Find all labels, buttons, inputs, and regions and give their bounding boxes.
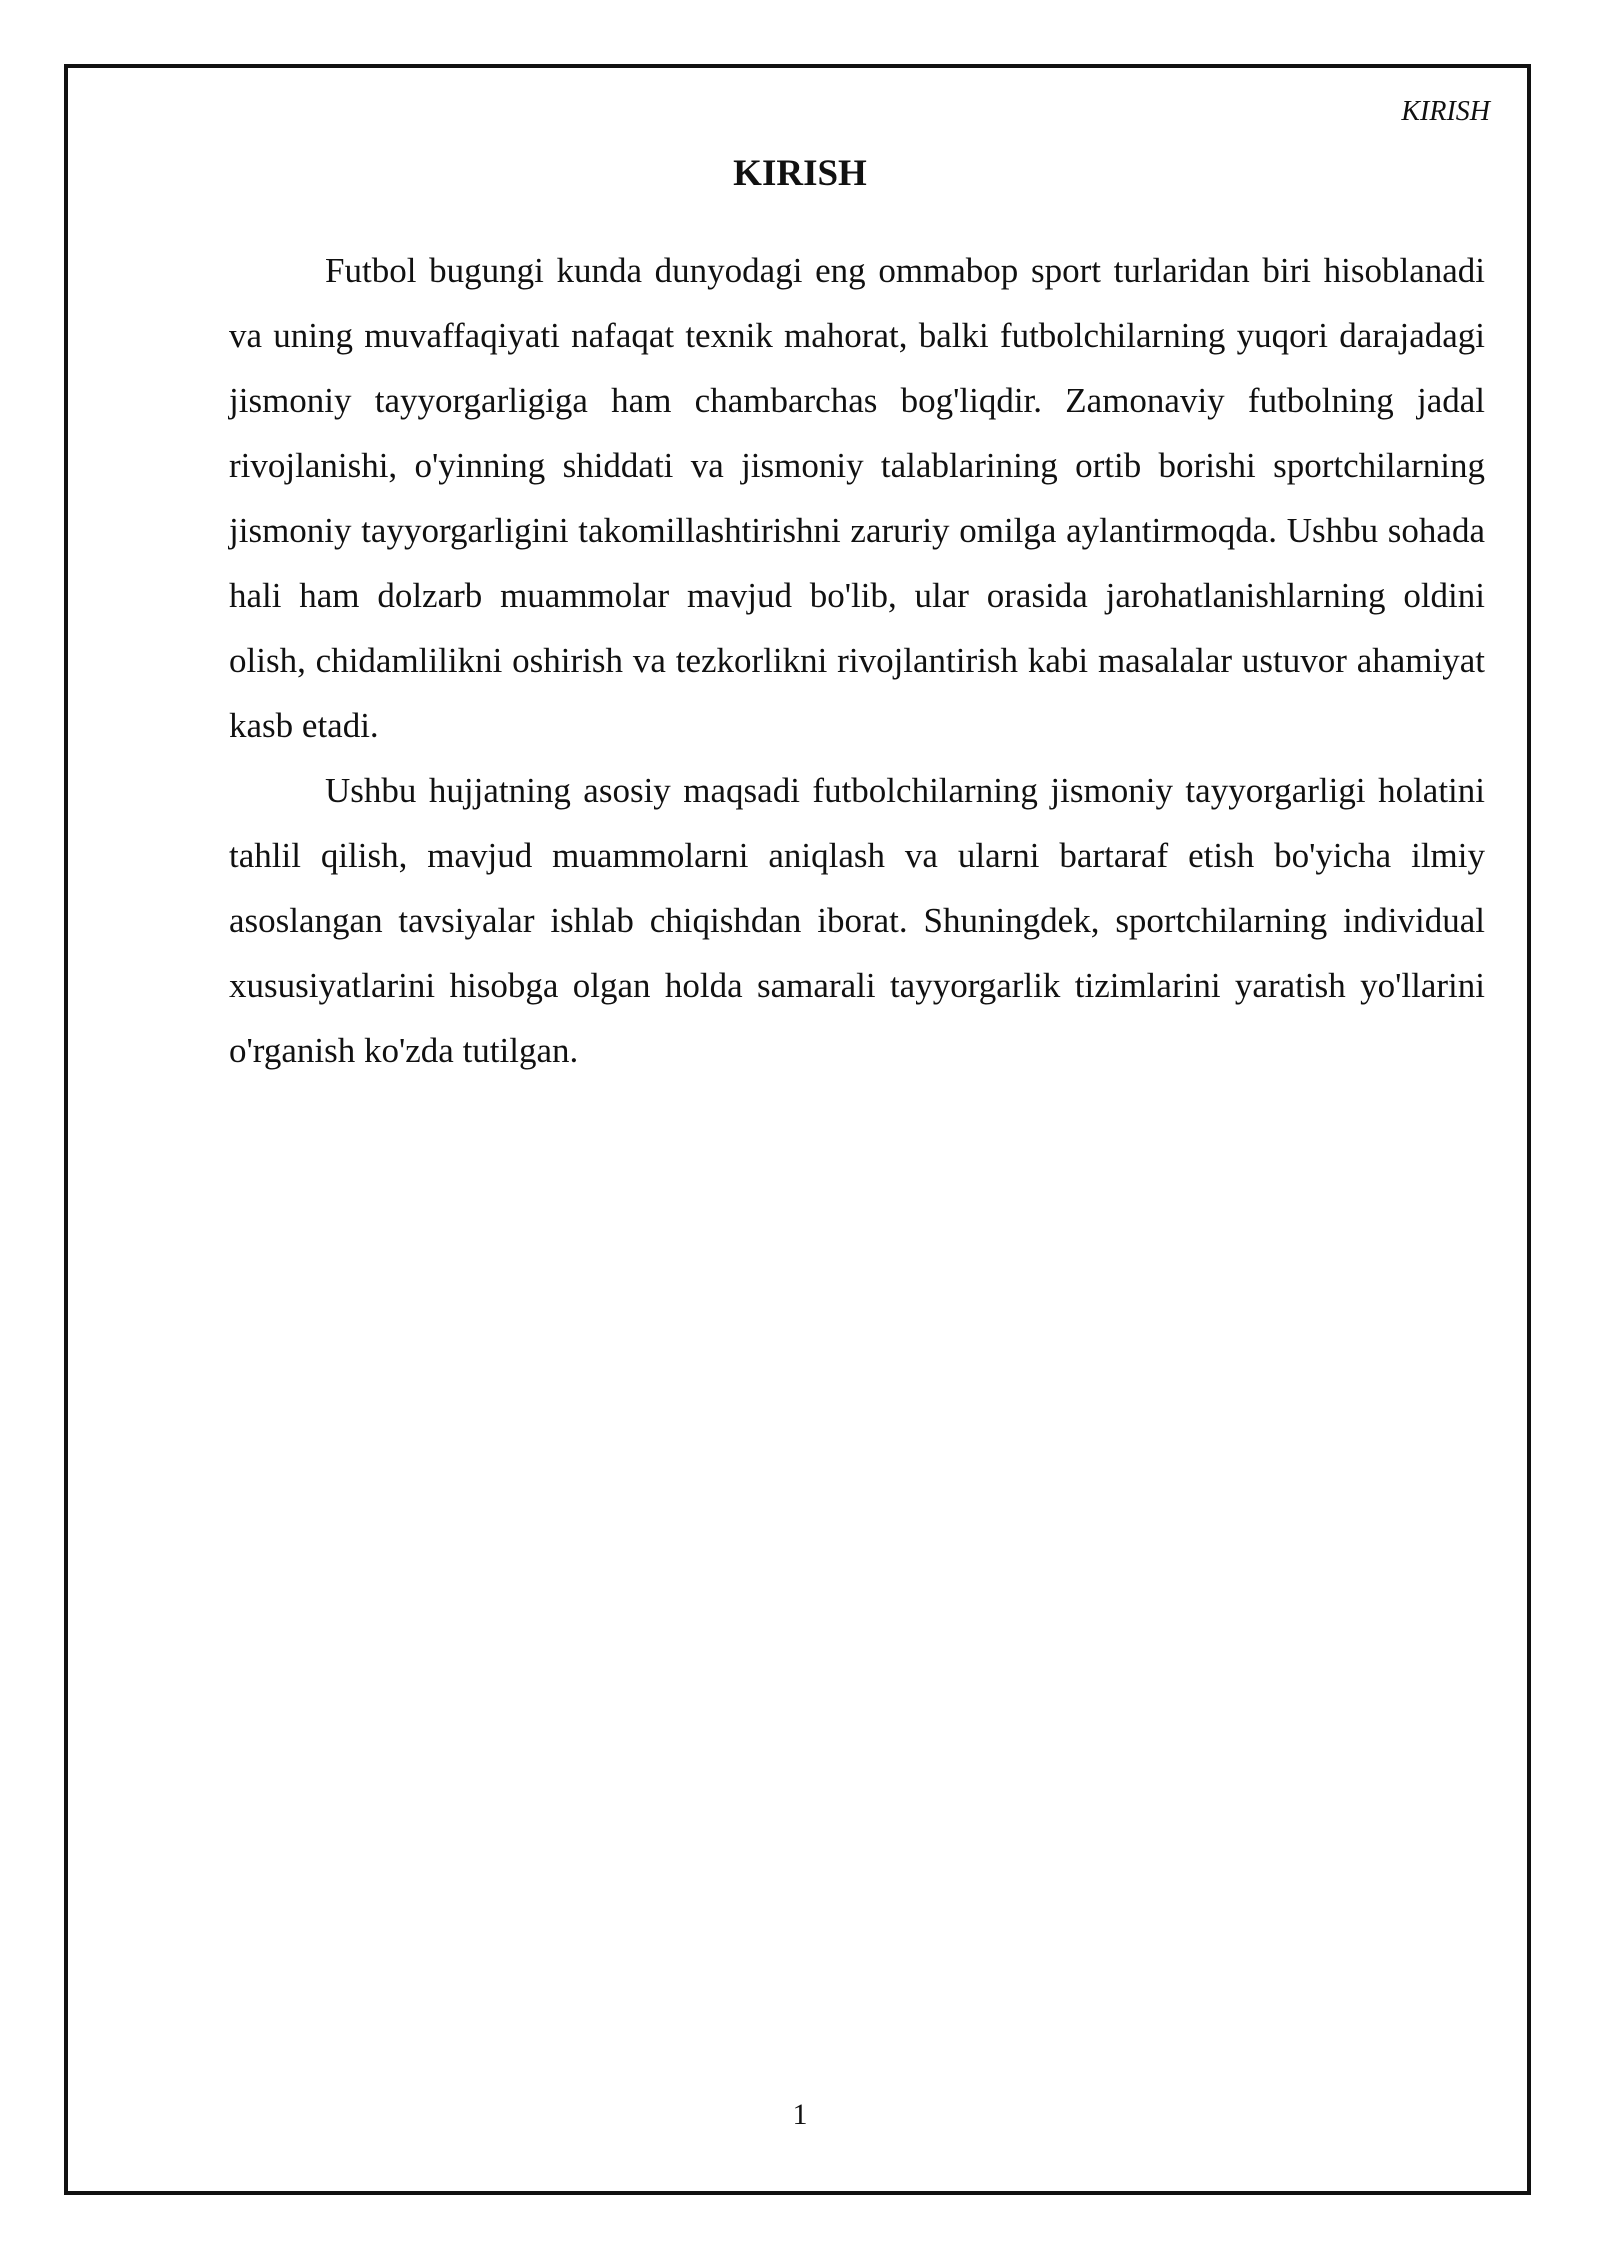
page-title: KIRISH — [733, 153, 867, 194]
running-header: KIRISH — [1401, 96, 1490, 127]
body-text — [229, 238, 1485, 1083]
paragraph-2: Ushbu hujjatning asosiy maqsadi futbolchilarning jismoniy tayyorgarligi holatini tahlil qilish, mavjud muammolarni aniqlash va ularni bartaraf etish bo'yicha ilmiy asoslangan tavsiyalar ishlab chiqishdan iborat. Shuningdek, sportchilarning individual xususiyatlarini hisobga olgan holda samarali tayyorgarlik tizimlarini yaratish yo'llarini o'rganish ko'zda tutilgan. — [229, 771, 1485, 1070]
paragraph-1: Futbol bugungi kunda dunyodagi eng ommabop sport turlaridan biri hisoblanadi va uning muvaffaqiyati nafaqat texnik mahorat, balki futbolchilarning yuqori darajadagi jismoniy tayyorgarligiga ham chambarchas bog'liqdir. Zamonaviy futbolning jadal rivojlanishi, o'yinning shiddati va jismoniy talablarining ortib borishi sportchilarning jismoniy tayyorgarligini takomillashtirishni zaruriy omilga aylantirmoqda. Ushbu sohada hali ham dolzarb muammolar mavjud bo'lib, ular orasida jarohatlanishlarning oldini olish, chidamlilikni oshirish va tezkorlikni rivojlantirish kabi masalalar ustuvor ahamiyat kasb etadi. — [229, 251, 1485, 745]
page-number: 1 — [792, 2098, 808, 2131]
